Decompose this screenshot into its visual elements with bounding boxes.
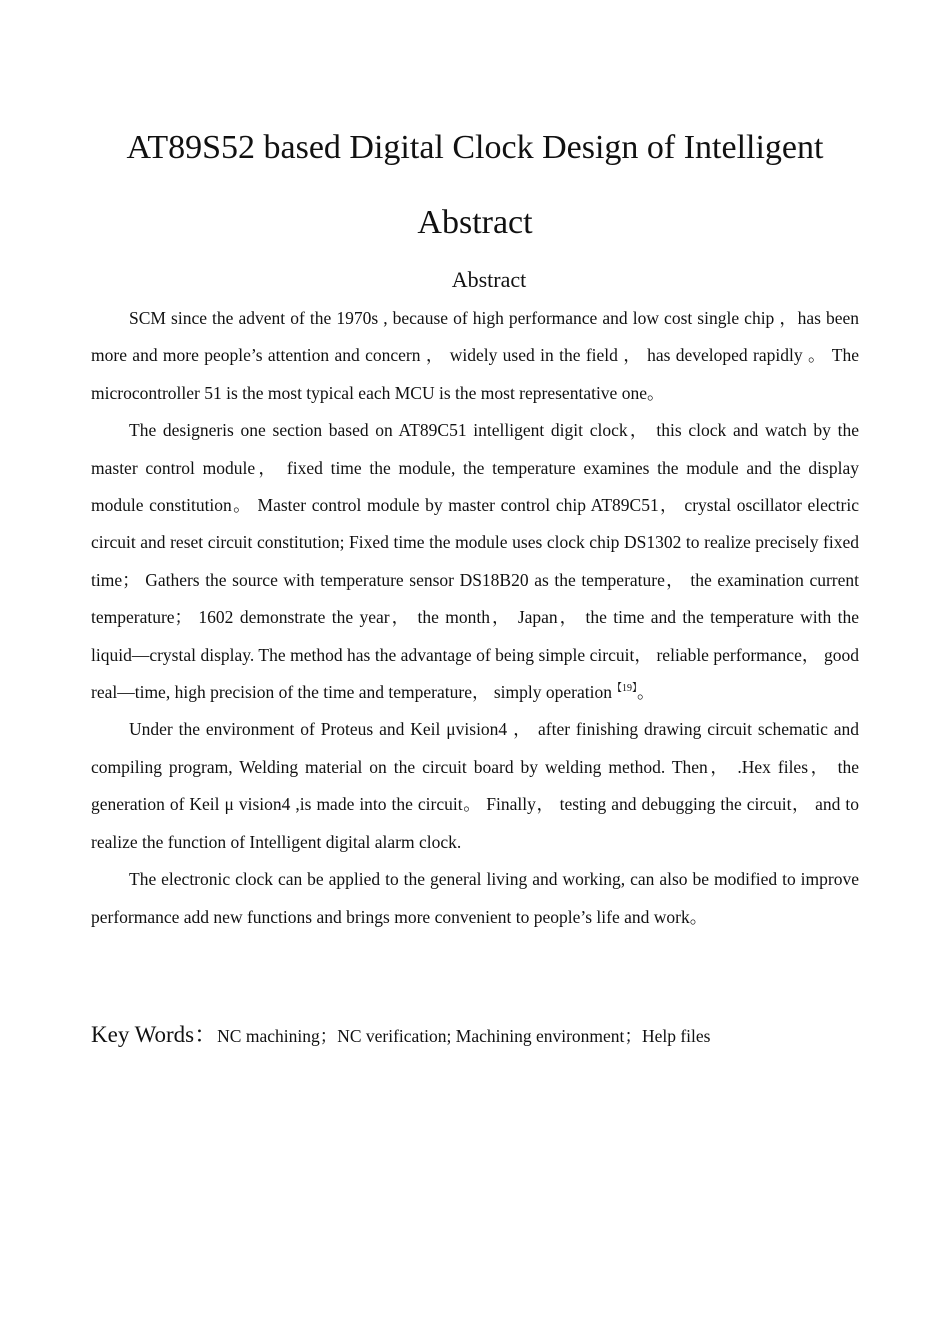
paragraph-tail: 。 [636,682,655,703]
abstract-body [91,300,859,936]
document-title-line2: Abstract [417,204,533,241]
paragraph-text: SCM since the advent of the 1970s , because of high performance and low cost single chip ，has been more and more people’s attention and concern ， widely used in the field ， has developed rapidly 。 The microcontroller 51 is the most typical each MCU is the most representative one。 [91,308,859,403]
citation-ref: 【19】 [611,683,637,695]
keyword-item: NC verification; Machining environment [337,1026,625,1046]
keyword-separator: ； [319,1026,338,1046]
keyword-item: NC machining [217,1026,320,1046]
document-title: AT89S52 based Digital Clock Design of Intelligent [126,129,824,166]
abstract-paragraph-1 [91,300,859,412]
keywords-label: Key Words： [91,1022,218,1047]
abstract-paragraph-3 [91,711,859,861]
keywords-line [91,1018,859,1053]
paragraph-text: The electronic clock can be applied to the general living and working, can also be modified to improve performance add new functions and brings more convenient to people’s life and work。 [91,869,859,927]
paragraph-text: The designeris one section based on AT89C51 intelligent digit clock， this clock and watch by the master control module， fixed time the module, the temperature examines the module and the display module constitution。 Master control module by master control chip AT89C51， crystal oscillator electric circuit and reset circuit constitution; Fixed time the module uses clock chip DS1302 to realize precisely fixed time； Gathers the source with temperature sensor DS18B20 as the temperature， the examination current temperature； 1602 demonstrate the year， the month， Japan， the time and the temperature with the liquid—crystal display. The method has the advantage of being simple circuit， reliable performance， good real—time, high precision of the time and temperature， simply operation [91,420,859,703]
paragraph-text: Under the environment of Proteus and Keil μvision4 ， after finishing drawing circuit schematic and compiling program, Welding material on the circuit board by welding method. Then， .Hex files， the generation of Keil μ vision4 ,is made into the circuit。 Finally， testing and debugging the circuit， and to realize the function of Intelligent digital alarm clock. [91,719,859,852]
keyword-item: Help files [641,1026,711,1046]
section-heading: Abstract [451,267,527,292]
abstract-paragraph-2 [91,412,859,711]
abstract-paragraph-4 [91,861,859,936]
keyword-separator: ； [624,1026,642,1046]
